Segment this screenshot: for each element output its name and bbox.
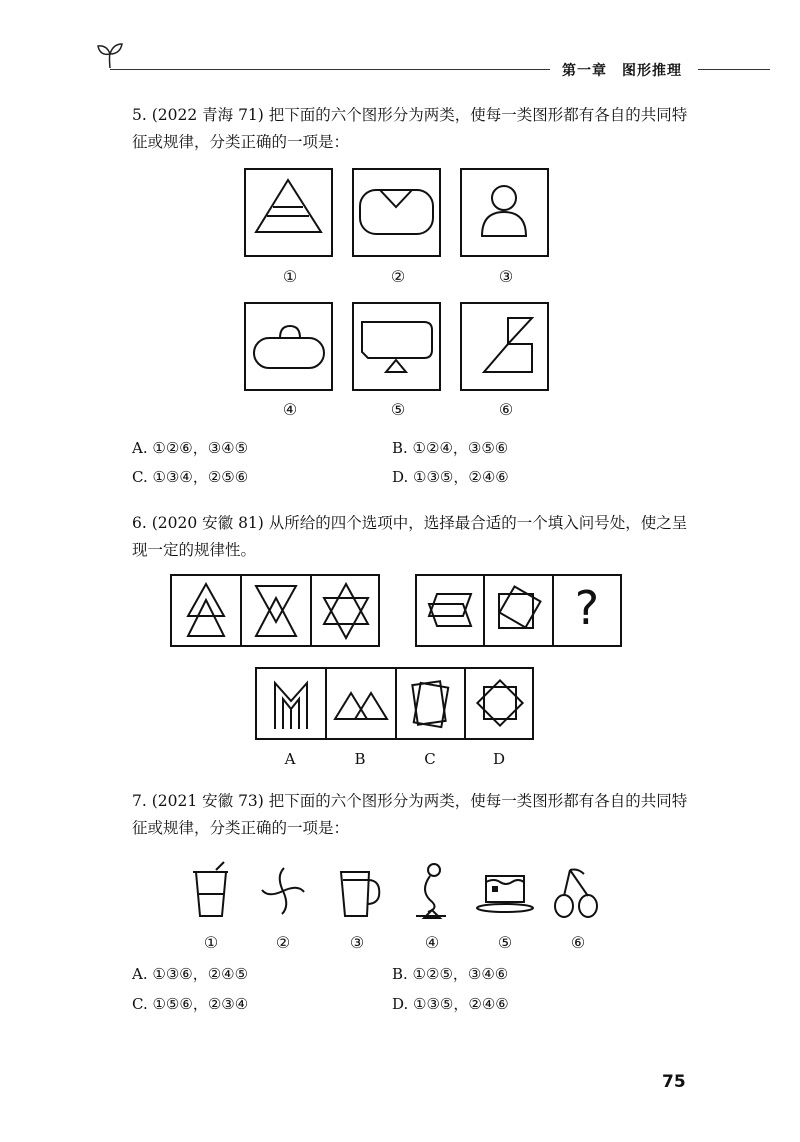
q5-option-b[interactable]: B. ①②④，③⑤⑥ xyxy=(392,439,509,457)
q6-fig-hourglass xyxy=(242,576,310,645)
leaf-icon xyxy=(95,40,125,70)
q7-label-3: ③ xyxy=(349,933,365,952)
q7-option-b[interactable]: B. ①②⑤，③④⑥ xyxy=(392,965,509,983)
q7-option-c[interactable]: C. ①⑤⑥，②③④ xyxy=(132,995,249,1013)
q7-figure-cherries xyxy=(550,866,606,920)
header-rule-right xyxy=(698,69,770,70)
q6-choice-b-label[interactable]: B xyxy=(354,750,366,768)
header-rule-left xyxy=(110,69,550,70)
q7-label-5: ⑤ xyxy=(497,933,513,952)
q6-choice-b-figure[interactable] xyxy=(327,669,395,738)
chapter-title: 第一章 图形推理 xyxy=(562,63,682,79)
q5-label-3: ③ xyxy=(498,267,514,286)
q5-option-a[interactable]: A. ①②⑥，③④⑤ xyxy=(132,439,249,457)
q7-figure-pinwheel xyxy=(258,864,308,918)
q7-figure-bird xyxy=(410,860,454,920)
page-number: 75 xyxy=(662,1072,686,1092)
q6-choice-d-figure[interactable] xyxy=(466,669,533,738)
q6-text: 6. (2020 安徽 81) 从所给的四个选项中，选择最合适的一个填入问号处，使之呈现一定的规律性。 xyxy=(132,514,688,559)
q6-choice-c-label[interactable]: C xyxy=(424,750,436,768)
q6-fig-rotated-squares xyxy=(485,576,552,645)
q6-choice-a-label[interactable]: A xyxy=(284,750,296,768)
q5-figure-4 xyxy=(244,302,333,391)
q5-option-c[interactable]: C. ①③④，②⑤⑥ xyxy=(132,468,249,486)
q6-choice-a-figure[interactable] xyxy=(257,669,325,738)
q7-figure-cake xyxy=(474,868,536,918)
q6-fig-parallelograms xyxy=(417,576,483,645)
q7-option-a[interactable]: A. ①③⑥，②④⑤ xyxy=(132,965,249,983)
q5-label-6: ⑥ xyxy=(498,400,514,419)
q5-label-1: ① xyxy=(282,267,298,286)
q5-figure-3 xyxy=(460,168,549,257)
q7-label-4: ④ xyxy=(424,933,440,952)
q5-option-d[interactable]: D. ①③⑤，②④⑥ xyxy=(392,468,509,486)
q5-text: 5. (2022 青海 71) 把下面的六个图形分为两类，使每一类图形都有各自的共同特征或规律，分类正确的一项是： xyxy=(132,106,688,151)
q7-text: 7. (2021 安徽 73) 把下面的六个图形分为两类，使每一类图形都有各自的共同特征或规律，分类正确的一项是： xyxy=(132,792,688,837)
q5-label-5: ⑤ xyxy=(390,400,406,419)
q7-label-1: ① xyxy=(203,933,219,952)
q7-label-6: ⑥ xyxy=(570,933,586,952)
q6-fig-star xyxy=(312,576,380,645)
q5-figure-2 xyxy=(352,168,441,257)
q5-label-2: ② xyxy=(390,267,406,286)
q7-figure-pitcher xyxy=(333,864,385,920)
q5-figure-6 xyxy=(460,302,549,391)
q6-fig-triangles-stacked xyxy=(172,576,240,645)
q6-choice-c-figure[interactable] xyxy=(397,669,464,738)
q7-figure-cup xyxy=(188,860,234,920)
q6-choice-d-label[interactable]: D xyxy=(492,750,506,768)
q7-label-2: ② xyxy=(275,933,291,952)
q6-question-mark: ? xyxy=(574,581,600,635)
q5-label-4: ④ xyxy=(282,400,298,419)
q5-figure-1 xyxy=(244,168,333,257)
q5-figure-5 xyxy=(352,302,441,391)
q7-option-d[interactable]: D. ①③⑤，②④⑥ xyxy=(392,995,509,1013)
